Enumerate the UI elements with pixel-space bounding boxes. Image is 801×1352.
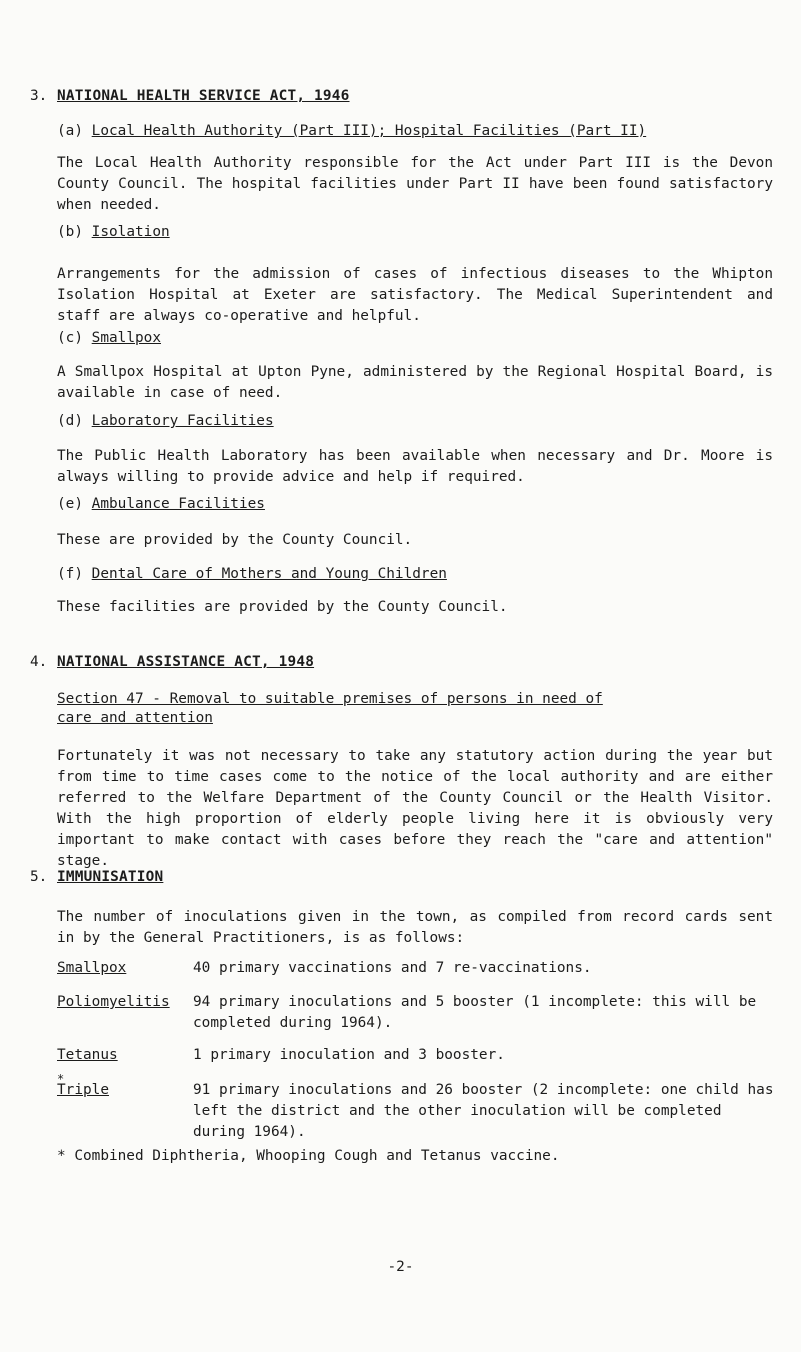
subsection-b-text: Arrangements for the admission of cases of infectious diseases to the Whipton Isolation Hospital at Exeter are satisfactory. The Medical Superintendent and staff are always co-operative and helpful. [57,266,773,324]
triple-asterisk: * [57,1072,65,1086]
immunisation-label-triple: Triple [57,1082,109,1098]
subsection-d-label: (d) [57,413,83,429]
section-47-title-line-1: Section 47 - Removal to suitable premises of persons in need of [57,691,603,707]
section-4-text: Fortunately it was not necessary to take any statutory action during the year but from time to time cases come to the notice of the local authority and are either referred to the Welfare Department of the County Council or the Health Visitor. With the high proportion of elderly people living here it is obviously very important to make contact with cases before they reach the "care and attention" stage. [57,748,773,869]
subsection-c-title: Smallpox [91,330,161,346]
section-47-title-line-2: care and attention [57,710,213,726]
subsection-c-heading [57,328,161,349]
subsection-c-text: A Smallpox Hospital at Upton Pyne, administered by the Regional Hospital Board, is available in case of need. [57,364,773,401]
subsection-f-title: Dental Care of Mothers and Young Children [91,566,447,582]
subsection-a-heading [57,121,646,142]
subsection-d-title: Laboratory Facilities [91,413,274,429]
section-4-number: 4. [30,654,48,670]
subsection-a-text: The Local Health Authority responsible for the Act under Part III is the Devon County Council. The hospital facilities under Part II have been found satisfactory when needed. [57,155,773,213]
subsection-e-label: (e) [57,496,83,512]
section-4-title: NATIONAL ASSISTANCE ACT, 1948 [57,654,315,670]
page-number: -2- [387,1259,414,1275]
section-5-number: 5. [30,869,48,885]
subsection-b-title: Isolation [91,224,170,240]
immunisation-footnote: * Combined Diphtheria, Whooping Cough and Tetanus vaccine. [57,1148,560,1164]
subsection-d-heading [57,411,274,432]
subsection-a-title: Local Health Authority (Part III); Hospital Facilities (Part II) [91,123,647,139]
immunisation-text-smallpox: 40 primary vaccinations and 7 re-vaccinations. [193,960,592,976]
section-3-number: 3. [30,88,48,104]
immunisation-text-triple: 91 primary inoculations and 26 booster (2 incomplete: one child has left the district and the other inoculation will be completed during 1964). [193,1082,774,1140]
subsection-e-text: These are provided by the County Council. [57,532,413,548]
immunisation-text-tetanus: 1 primary inoculation and 3 booster. [193,1047,505,1063]
subsection-b-label: (b) [57,224,83,240]
subsection-f-text: These facilities are provided by the County Council. [57,599,508,615]
section-3-title: NATIONAL HEALTH SERVICE ACT, 1946 [57,88,350,104]
subsection-c-label: (c) [57,330,83,346]
subsection-e-heading [57,494,265,515]
subsection-e-title: Ambulance Facilities [91,496,265,512]
section-5-title: IMMUNISATION [57,869,164,885]
subsection-f-heading [57,564,447,585]
subsection-a-label: (a) [57,123,83,139]
subsection-d-text: The Public Health Laboratory has been available when necessary and Dr. Moore is always willing to provide advice and help if required. [57,448,773,485]
immunisation-intro: The number of inoculations given in the town, as compiled from record cards sent in by the General Practitioners, is as follows: [57,909,773,946]
subsection-f-label: (f) [57,566,83,582]
immunisation-text-poliomyelitis: 94 primary inoculations and 5 booster (1 incomplete: this will be completed during 1964). [193,994,757,1031]
immunisation-label-poliomyelitis: Poliomyelitis [57,994,170,1010]
immunisation-label-smallpox: Smallpox [57,960,127,976]
immunisation-label-tetanus: Tetanus [57,1047,118,1063]
subsection-b-heading [57,222,170,243]
